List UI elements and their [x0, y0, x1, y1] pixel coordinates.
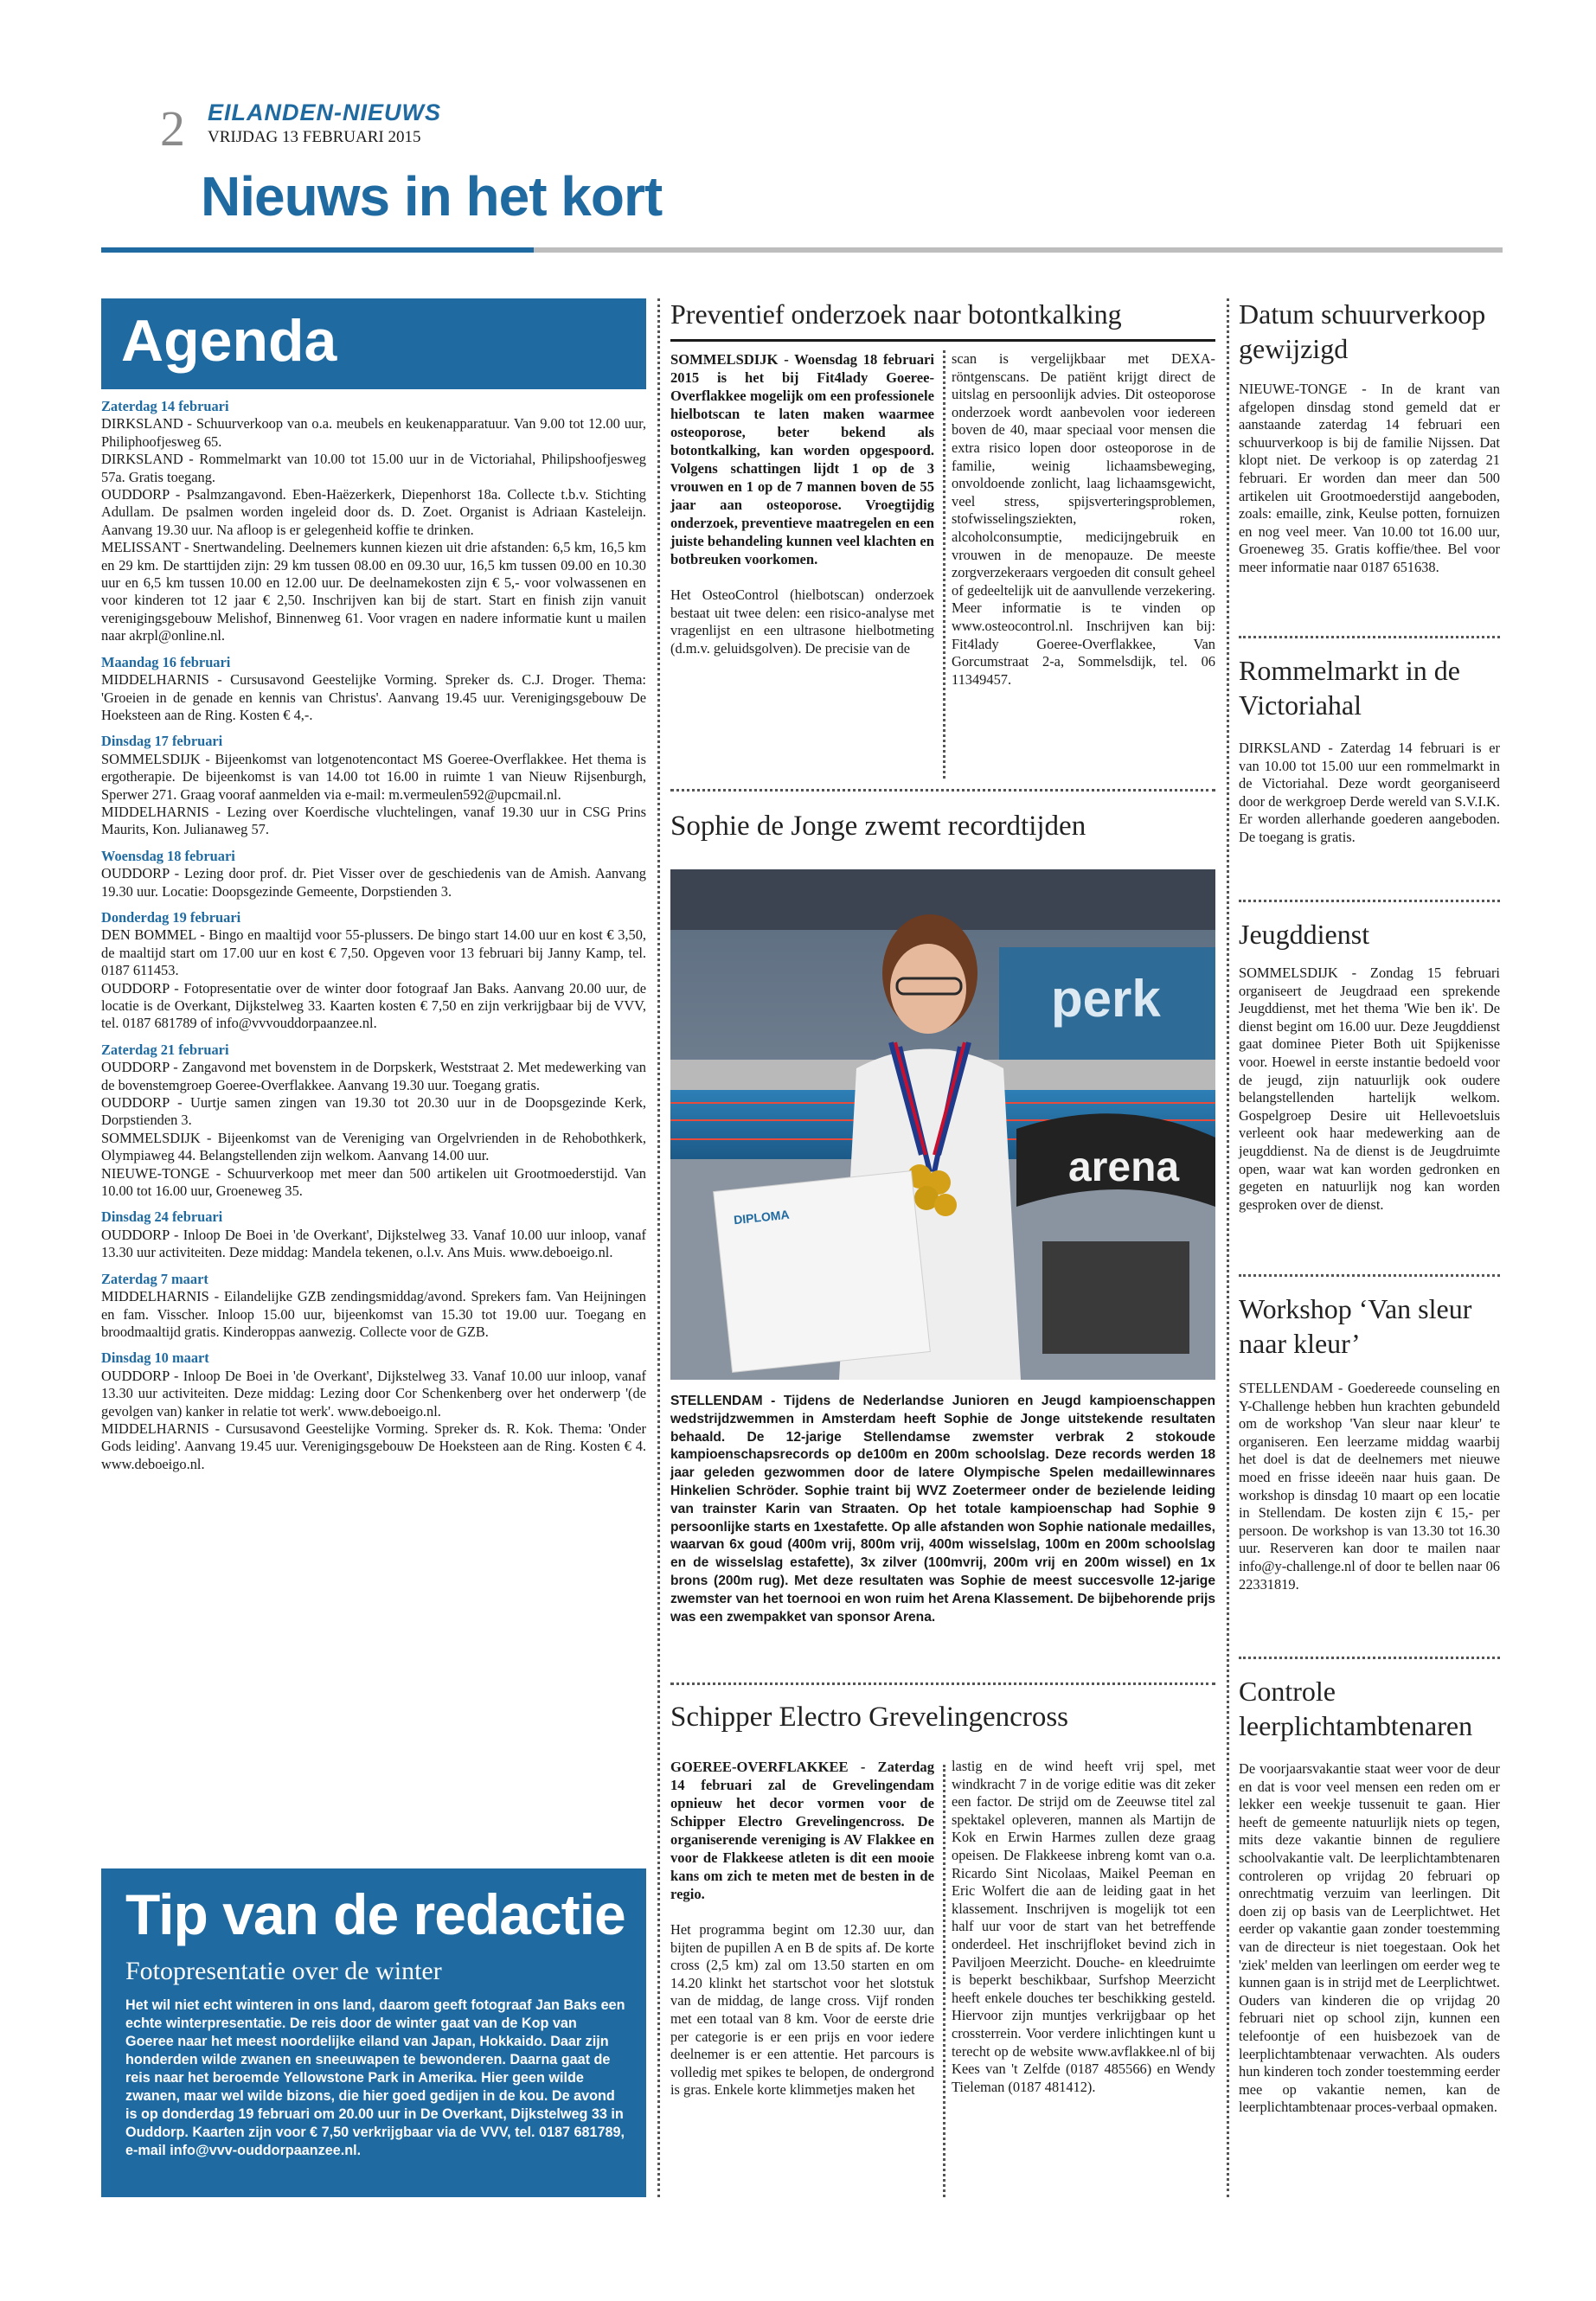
agenda-item: SOMMELSDIJK - Bijeenkomst van lotgenotencontact MS Goeree-Overflakkee. Het thema is ergotherapie. De bijeenkomst is van 14.00 tot 16.00 in ruimte 1 van Nieuw Rijsenburgh, Sperwer 271. Graag vooraf aanmelden via e-mail: m.vermeulen592@upcmail.nl. [101, 750, 646, 803]
article-text: SOMMELSDIJK - Zondag 15 februari organiseert de Jeugdraad een sprekende Jeugddienst, met het thema 'Wie ben ik'. De dienst begint om 16.00 uur. Deze Jeugddienst gaat dominee Pieter Both uit Spijkenisse voor. Hoewel in eerste instantie bedoeld voor de jeugd, zijn natuurlijk ook oudere belangstellenden hartelijk welkom. Gospelgroep Desire uit Hellevoetsluis verleent ook haar medewerking aan de jeugddienst. Na de dienst is de Jeugdruimte open, waar wat kan worden gedronken en gegeten en natuurlijk nog kan worden gesproken over de dienst. [1239, 965, 1500, 1213]
agenda-item: DIRKSLAND - Rommelmarkt van 10.00 tot 15.00 uur in de Victoriahal, Philipshoofjesweg 57a. Gratis toegang. [101, 451, 646, 485]
tip-title: Tip van de redactie [125, 1882, 625, 1946]
agenda-item: MIDDELHARNIS - Cursusavond Geestelijke Vorming. Spreker ds. R. Kok. Thema: 'Onder Gods leiding'. Aanvang 19.45 uur. Verenigingsgebouw De Hoeksteen aan de Ring. Kosten € 4. www.deboeigo.nl. [101, 1420, 646, 1472]
article-lead: GOEREE-OVERFLAKKEE - Zaterdag 14 februari zal de Grevelingendam opnieuw het decor vormen voor de Schipper Electro Grevelingencross. De organiserende vereniging is AV Flakkee en voor de Flakkeese atleten is dit een mooie kans om zich te meten met de besten in de regio. [670, 1759, 934, 1902]
article-title: Preventief onderzoek naar botontkalking [670, 298, 1122, 330]
article-title: Controle leerplichtambtenaren [1239, 1676, 1473, 1741]
agenda-item: MIDDELHARNIS - Eilandelijke GZB zendingsmiddag/avond. Sprekers fam. Van Heijningen en fam. Visscher. Inloop 15.00 uur, bijeenkomst van 15.30 tot 19.00 uur. Toegang en broodmaaltijd gratis. Kinderoppas aanwezig. Collecte voor de GZB. [101, 1288, 646, 1340]
article-body [670, 350, 934, 657]
swimmer-photo [670, 869, 1215, 1380]
article-separator [1239, 900, 1500, 902]
agenda-day-heading: Dinsdag 24 februari [101, 1208, 223, 1226]
article-text: lastig en de wind heeft vrij spel, met windkracht 7 in de vorige editie was dit zeker een factor. De strijd om de Zeeuwse titel zal spektakel opleveren, mannen als Martijn de Kok en Erwin Harmes zullen deze graag opeisen. De Flakkeese inbreng komt van o.a. Ricardo Sint Nicolaas, Maikel Peeman en Eric Wolfert die aan de leiding gaat in het klassement. Inschrijven is mogelijk tot een half uur voor de start van het betreffende onderdeel. Het inschrijfloket bevind zich in Paviljoen Meerzicht. Douche- en kleedruimte is beperkt beschikbaar, Surfshop Meerzicht heeft enkele douches ter beschikking gesteld. Hiervoor zijn muntjes verkrijgbaar op het crossterrein. Voor verdere inlichtingen kunt u terecht op de website www.avflakkee.nl of bij Kees van 't Zelfde (0187 485566) en Wendy Tieleman (0187 481412). [952, 1758, 1215, 2095]
article-rule [670, 339, 1215, 342]
article-separator [670, 789, 1215, 792]
article-text: De voorjaarsvakantie staat weer voor de deur en dat is voor veel mensen een reden om er lekker een weekje tussenuit te gaan. Hier heeft de gemeente natuurlijk niets op tegen, mits deze vakantie binnen de reguliere schoolvakantie valt. De leerplichtambtenaren controleren op vrijdag 20 februari op onrechtmatig verzuim van leerlingen. Dit doen zij op basis van de Leerplichtwet. Het eerder op vakantie gaan zonder toestemming van de directeur is niet toegestaan. Ook het 'ziek' melden van leerlingen om eerder weg te kunnen gaan is in strijd met de Leerplichtwet. Ouders van kinderen die op vrijdag 20 februari niet op school zijn, kunnen een telefoontje of een huisbezoek van de leerplichtambtenaar verwachten. Als ouders hun kinderen toch zonder toestemming eerder mee op vakantie nemen, kan de leerplichtambtenaar proces-verbaal opmaken. [1239, 1760, 1500, 2116]
tip-subtitle: Fotopresentatie over de winter [125, 1957, 442, 1985]
article-title: Sophie de Jonge zwemt recordtijden [670, 811, 1086, 842]
article-separator [1239, 1657, 1500, 1659]
photo-wall-text: perk [1051, 970, 1161, 1028]
agenda-day-heading: Dinsdag 17 februari [101, 733, 223, 750]
photo-caption: STELLENDAM - Tijdens de Nederlandse Junioren en Jeugd kampioenschappen wedstrijdzwemmen in Amsterdam heeft Sophie de Jonge uitstekende resultaten behaald. De 12-jarige Stellendamse zwemster verbrak 2 stokoude kampioenschapsrecords op de100m en 200m schoolslag. Deze records werden 18 jaar geleden gezwommen door de latere Olympische Spelen medaillewinnares Hinkelien Schröder. Sophie traint bij WVZ Zoetermeer onder de bezielende leiding van trainster Karin van Straaten. Op het totale kampioenschap had Sophie 9 persoonlijke starts en 1xestafette. Op alle afstanden won Sophie nationale medailles, waarvan 6x goud (400m vrij, 800m vrij, 400m wisselslag, 100m en 200m schoolslag en de wisselslag estafette), 3x zilver (100mvrij, 200m vrij en 200m wissel) en 1x brons (200m rug). Met deze resultaten was Sophie de meest succesvolle 12-jarige zwemster van het toernooi en won ruim het Arena Klassement. De bijbehorende prijs was een zwempakket van sponsor Arena. [670, 1394, 1216, 1625]
agenda-item: DEN BOMMEL - Bingo en maaltijd voor 55-plussers. De bingo start 14.00 uur en kost € 3,50, de maaltijd start om 17.00 uur en kost € 7,50. Opgeven voor 13 februari bij Janny Kamp, tel. 0187 611453. [101, 926, 646, 979]
agenda-item: MIDDELHARNIS - Cursusavond Geestelijke Vorming. Spreker ds. C.J. Droger. Thema: 'Groeien in de genade en kennis van Christus'. Aanvang 19.45 uur. Verenigingsgebouw De Hoeksteen aan de Ring. Kosten € 4,-. [101, 671, 646, 723]
article-title: Workshop ‘Van sleur naar kleur’ [1239, 1293, 1472, 1359]
agenda-item: NIEUWE-TONGE - Schuurverkoop met meer dan 500 artikelen uit Grootmoederstijd. Van 10.00 tot 16.00 uur, Groeneweg 35. [101, 1164, 646, 1200]
agenda-item: OUDDORP - Inloop De Boei in 'de Overkant', Dijkstelweg 33. Vanaf 10.00 uur inloop, vanaf 13.30 uur activiteiten. Deze middag: Lezing door Cor Schenkenberg over het onderwerp '(de gevolgen van) kanker in relatie tot werk'. www.deboeigo.nl. [101, 1367, 646, 1420]
article-separator [670, 1682, 1215, 1685]
agenda-item: DIRKSLAND - Schuurverkoop van o.a. meubels en keukenapparatuur. Van 9.00 tot 12.00 uur, Philiphoofjesweg 65. [101, 415, 646, 450]
column-separator [943, 350, 945, 779]
agenda-day-heading: Zaterdag 21 februari [101, 1041, 229, 1058]
agenda-day-heading: Maandag 16 februari [101, 653, 231, 670]
agenda-day-heading: Donderdag 19 februari [101, 908, 241, 926]
agenda-day-heading: Zaterdag 14 februari [101, 398, 229, 414]
agenda-day-heading: Woensdag 18 februari [101, 847, 235, 864]
article-body [670, 1758, 934, 2099]
agenda-item: SOMMELSDIJK - Bijeenkomst van de Vereniging van Orgelvrienden in de Rehobothkerk, Olympiaweg 44. Belangstellenden zijn welkom. Aanvang 14.00 uur. [101, 1129, 646, 1164]
agenda-day-heading: Dinsdag 10 maart [101, 1349, 209, 1367]
article-text: DIRKSLAND - Zaterdag 14 februari is er van 10.00 tot 15.00 uur een rommelmarkt in de Victoriahal. Deze wordt georganiseerd door de werkgroep Derde wereld van S.V.I.K. Er worden allerhande goederen aangeboden. De toegang is gratis. [1239, 740, 1500, 845]
article-text: NIEUWE-TONGE - In de krant van afgelopen dinsdag stond gemeld dat er aanstaande zaterdag 14 februari een schuurverkoop is bij de familie Nijssen. Dat klopt niet. De verkoop is op zaterdag 21 februari. Er worden dan meer dan 500 artikelen uit Grootmoederstijd aangeboden, zoals: emaille, zink, Keulse potten, fornuizen en nog veel meer. Van 10.00 tot 16.00 uur, Groeneweg 35. Gratis koffie/thee. Bel voor meer informatie naar 0187 651638. [1239, 381, 1500, 575]
photo-banner-text: arena [1068, 1144, 1180, 1190]
article-title: Jeugddienst [1239, 919, 1370, 950]
agenda-item: MELISSANT - Snertwandeling. Deelnemers kunnen kiezen uit drie afstanden: 6,5 km, 16,5 km en 29 km. De starttijden zijn: 29 km tussen 08.00 en 09.30 uur, 16,5 km tussen 09.00 en 10.30 uur en 6,5 km tussen 10.00 en 12.00 uur. De deelnamekosten zijn € 5,- voor volwassenen en voor kinderen tot 12 jaar € 2,50. Inschrijven kan bij de start. Start en finish zijn vanuit verenigingsgebouw Melishof, Binnenweg 61. Voor vragen en nadere informatie kunt u mailen naar akrpl@online.nl. [101, 539, 646, 644]
agenda-item: OUDDORP - Inloop De Boei in 'de Overkant', Dijkstelweg 33. Vanaf 10.00 uur inloop, vanaf 13.30 uur activiteiten. Deze middag: Mandela tekenen, o.l.v. Ans Muis. www.deboeigo.nl. [101, 1226, 646, 1261]
article-text: STELLENDAM - Goedereede counseling en Y-Challenge hebben hun krachten gebundeld om de workshop 'Van sleur naar kleur' te organiseren. Een leerzame middag waarbij het doel is dat de deelnemers met nieuwe moed en frisse ideeën naar huis gaan. De workshop is dinsdag 10 maart op een locatie in Stellendam. De kosten zijn € 15,- per persoon. De workshop is van 13.30 tot 16.30 uur. Reserveren kan door te mailen naar info@y-challenge.nl of door te bellen naar 06 22331819. [1239, 1380, 1500, 1593]
agenda-item: MIDDELHARNIS - Lezing over Koerdische vluchtelingen, vanaf 19.30 uur in CSG Prins Maurits, Kon. Julianaweg 57. [101, 803, 646, 838]
article-lead: SOMMELSDIJK - Woensdag 18 februari 2015 is het bij Fit4lady Goeree-Overflakkee mogelijk om een professionele hielbotscan te laten maken waarmee osteoporose, beter bekend als botontkalking, kan worden opgespoord. Volgens schattingen lijdt 1 op de 3 vrouwen en 1 op de 7 mannen boven de 55 jaar aan osteoporose. Vroegtijdig onderzoek, preventieve maatregelen en een juiste behandeling kunnen veel klachten en botbreuken voorkomen. [670, 351, 934, 567]
article-separator [1239, 1274, 1500, 1277]
page-number: 2 [160, 100, 185, 157]
article-text: Het programma begint om 12.30 uur, dan bijten de pupillen A en B de spits af. De korte cross (2,5 km) zal om 13.50 starten en om 14.20 klinkt het startschot voor het slotstuk van de middag, de lange cross. Vijf ronden met een totaal van 8 km. Voor de eerste drie per categorie is er een prijs en voor iedere deelnemer is er een attentie. Het parcours is volledig met spikes te belopen, de ondergrond is gras. Enkele korte klimmetjes maken het [670, 1921, 934, 2099]
article-text: scan is vergelijkbaar met DEXA-röntgenscans. De patiënt krijgt direct de uitslag en persoonlijk advies. Dit osteoporose onderzoek wordt aanbevolen voor iedereen boven de 40, maar speciaal voor mensen die extra risico lopen door osteoporose in de familie, weinig lichaamsbeweging, onvoldoende zonlicht, laag lichaamsgewicht, veel stress, spijsverteringsproblemen, stofwisselingsziekten, roken, alcoholconsumptie, medicijngebruik en vrouwen in de menopauze. De meeste zorgverzekeraars vergoeden dit consult geheel of gedeeltelijk uit de aanvullende verzekering. Meer informatie is te vinden op www.osteocontrol.nl. Inschrijven kan bij: Fit4lady Goeree-Overflakkee, Van Gorcumstraat 2-a, Sommelsdijk, tel. 06 11349457. [952, 350, 1215, 688]
issue-date: VRIJDAG 13 FEBRUARI 2015 [208, 128, 421, 146]
column-separator [943, 1765, 945, 2197]
agenda-day-heading: Zaterdag 7 maart [101, 1270, 208, 1287]
header-rule-accent [101, 247, 534, 253]
article-text: Het OsteoControl (hielbotscan) onderzoek bestaat uit twee delen: een risico-analyse met vragenlijst en een ultrasone hielbotmeting (d.m.v. geluidsgolven). De precisie van de [670, 586, 934, 657]
agenda-list [101, 398, 646, 1473]
photo-diploma-text: DIPLOMA [733, 1207, 791, 1227]
column-separator [657, 298, 660, 2197]
agenda-item: OUDDORP - Fotopresentatie over de winter door fotograaf Jan Baks. Aanvang 20.00 uur, de locatie is de Overkant, Dijkstelweg 33. Kaarten kosten € 7,50 en zijn verkrijgbaar bij de VVV, tel. 0187 681789 of info@vvvouddorpaanzee.nl. [101, 979, 646, 1032]
agenda-item: OUDDORP - Zangavond met bovenstem in de Dorpskerk, Weststraat 2. Met medewerking van de bovenstemgroep Goeree-Overflakkee. Aanvang 19.30 uur. Toegang gratis. [101, 1059, 646, 1093]
agenda-item: OUDDORP - Uurtje samen zingen van 19.30 tot 20.30 uur in de Doopsgezinde Kerk, Dorpstienden 3. [101, 1094, 646, 1129]
section-title: Nieuws in het kort [201, 165, 663, 228]
column-separator [1227, 298, 1229, 2197]
agenda-item: OUDDORP - Psalmzangavond. Eben-Haëzerkerk, Diepenhorst 18a. Collecte t.b.v. Stichting Adullam. De psalmen worden ingeleid door ds. D. Zoet. Organist is Adriaan Kasteleijn. Aanvang 19.30 uur. Na afloop is er gelegenheid koffie te drinken. [101, 486, 646, 538]
article-title: Schipper Electro Grevelingencross [670, 1702, 1069, 1733]
article-separator [1239, 636, 1500, 638]
article-title: Rommelmarkt in de Victoriahal [1239, 655, 1460, 721]
agenda-title: Agenda [121, 308, 337, 374]
newspaper-logo: EILANDEN-NIEUWS [208, 99, 441, 125]
tip-body: Het wil niet echt winteren in ons land, daarom geeft fotograaf Jan Baks een echte winterpresentatie. De reis door de winter gaat van de Kop van Goeree naar het meest noordelijke eiland van Japan, Hokkaido. Daar zijn honderden wilde zwanen en sneeuwapen te bewonderen. Daarna gaat de reis naar het beroemde Yellowstone Park in Amerika. Hier geen wilde zwanen, maar wel wilde bizons, die hier goed gedijen in de kou. De avond is op donderdag 19 februari om 20.00 uur in De Overkant, Dijkstelweg 33 in Ouddorp. Kaarten zijn voor € 7,50 verkrijgbaar via de VVV, tel. 0187 681789, e-mail info@vvv-ouddorpaanzee.nl. [125, 1997, 625, 2158]
agenda-item: OUDDORP - Lezing door prof. dr. Piet Visser over de geschiedenis van de Amish. Aanvang 19.30 uur. Locatie: Doopsgezinde Gemeente, Dorpstienden 3. [101, 865, 646, 900]
article-title: Datum schuurverkoop gewijzigd [1239, 298, 1486, 364]
